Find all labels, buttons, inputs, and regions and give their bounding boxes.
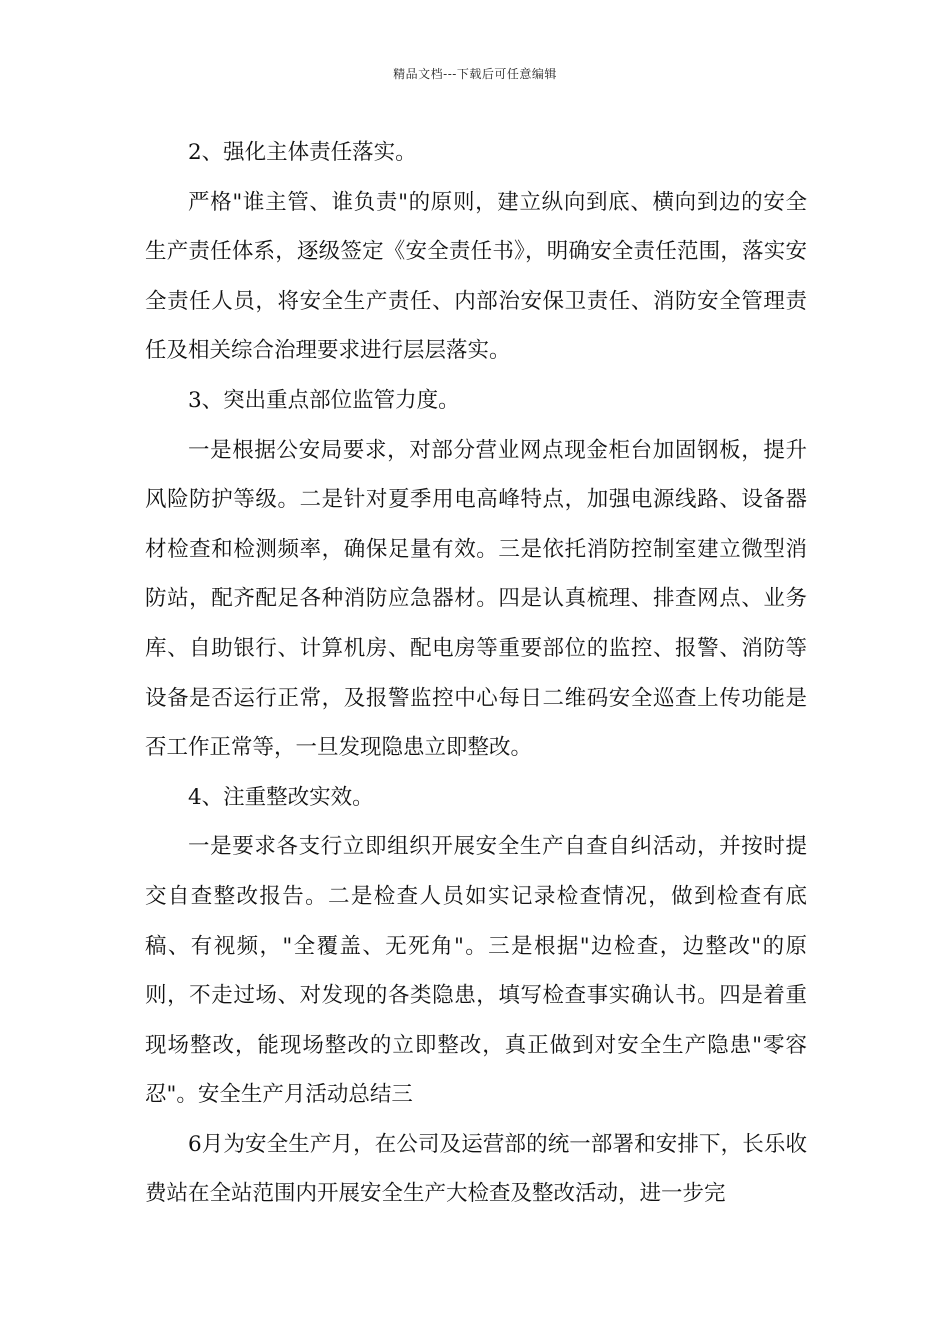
body-paragraph: 一是根据公安局要求，对部分营业网点现金柜台加固钢板，提升风险防护等级。二是针对夏季用电高峰特点，加强电源线路、设备器材检查和检测频率，确保足量有效。三是依托消防控制室建立微型消防站，配齐配足各种消防应急器材。四是认真梳理、排查网点、业务库、自助银行、计算机房、配电房等重要部位的监控、报警、消防等设备是否运行正常，及报警监控中心每日二维码安全巡查上传功能是否工作正常等，一旦发现隐患立即整改。 (145, 437, 807, 761)
document-body (145, 128, 807, 1219)
body-paragraph: 一是要求各支行立即组织开展安全生产自查自纠活动，并按时提交自查整改报告。二是检查人员如实记录检查情况，做到检查有底稿、有视频，"全覆盖、无死角"。三是根据"边检查，边整改"的原则，不走过场、对发现的各类隐患，填写检查事实确认书。四是着重现场整改，能现场整改的立即整改，真正做到对安全生产隐患"零容忍"。安全生产月活动总结三 (145, 834, 807, 1108)
section-heading-4: 4、注重整改实效。 (188, 784, 374, 810)
section-heading-3: 3、突出重点部位监管力度。 (188, 387, 460, 413)
body-paragraph: 严格"谁主管、谁负责"的原则，建立纵向到底、横向到边的安全生产责任体系，逐级签定《安全责任书》，明确安全责任范围，落实安全责任人员，将安全生产责任、内部治安保卫责任、消防安全管理责任及相关综合治理要求进行层层落实。 (145, 189, 807, 364)
section-heading-2: 2、强化主体责任落实。 (188, 140, 417, 165)
body-paragraph: 6月为安全生产月，在公司及运营部的统一部署和安排下，长乐收费站在全站范围内开展安全生产大检查及整改活动，进一步完 (145, 1131, 807, 1207)
page-header: 精品文档---下载后可任意编辑 (393, 67, 557, 81)
